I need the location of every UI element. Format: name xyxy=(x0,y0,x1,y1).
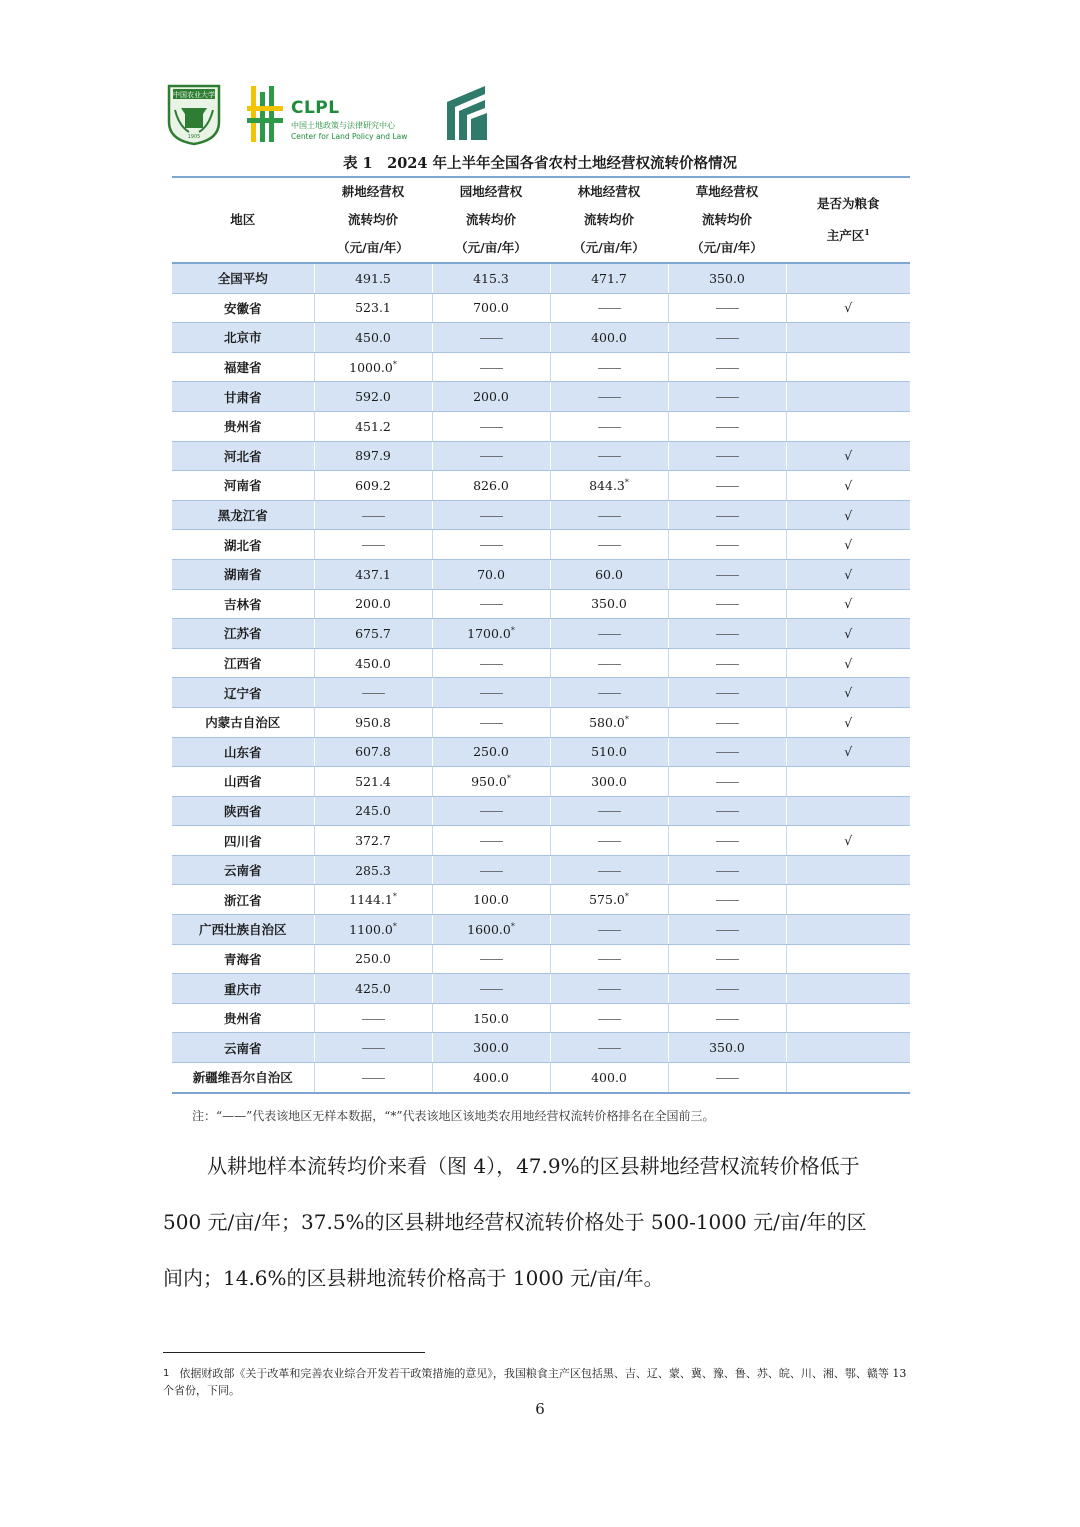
region-cell: 河南省 xyxy=(172,471,314,501)
svg-text:1905: 1905 xyxy=(187,134,201,140)
forest-price-cell: —— xyxy=(550,352,668,382)
garden-price-cell: 200.0 xyxy=(432,382,550,412)
svg-text:中国农业大学: 中国农业大学 xyxy=(173,91,215,99)
table-row xyxy=(172,737,910,767)
top-three-marker: * xyxy=(392,921,397,931)
garden-price-cell: —— xyxy=(432,530,550,560)
header-logos xyxy=(165,78,525,148)
header-grain-area: 是否为粮食 主产区$^1$ xyxy=(786,177,910,263)
footnote-number: 1 xyxy=(163,1368,170,1379)
farmland-price-cell: 1000.0* xyxy=(314,352,432,382)
garden-price-cell: —— xyxy=(432,944,550,974)
grass-price-cell: —— xyxy=(668,648,786,678)
grain-area-cell xyxy=(786,944,910,974)
farmland-price-cell: —— xyxy=(314,530,432,560)
forest-price-cell: —— xyxy=(550,441,668,471)
forest-price-cell: 60.0 xyxy=(550,559,668,589)
farmland-price-cell: 521.4 xyxy=(314,767,432,797)
farmland-price-cell: 450.0 xyxy=(314,648,432,678)
grass-price-cell: —— xyxy=(668,441,786,471)
garden-price-cell: 150.0 xyxy=(432,1003,550,1033)
grain-area-cell xyxy=(786,411,910,441)
forest-price-cell: —— xyxy=(550,796,668,826)
forest-price-cell: 350.0 xyxy=(550,589,668,619)
footnote-divider xyxy=(163,1352,425,1353)
header-forest: 林地经营权 流转均价 （元/亩/年） xyxy=(550,177,668,263)
farmland-price-cell: —— xyxy=(314,500,432,530)
grain-area-cell xyxy=(786,767,910,797)
grass-price-cell: —— xyxy=(668,885,786,915)
garden-price-cell: —— xyxy=(432,500,550,530)
price-table xyxy=(172,176,910,1094)
table-row xyxy=(172,589,910,619)
table-row xyxy=(172,885,910,915)
top-three-marker: * xyxy=(624,714,629,724)
garden-price-cell: 250.0 xyxy=(432,737,550,767)
table-row xyxy=(172,441,910,471)
grass-price-cell: 350.0 xyxy=(668,1033,786,1063)
region-cell: 云南省 xyxy=(172,1033,314,1063)
farmland-price-cell: 950.8 xyxy=(314,707,432,737)
garden-price-cell: —— xyxy=(432,441,550,471)
region-cell: 山西省 xyxy=(172,767,314,797)
table-row xyxy=(172,559,910,589)
farmland-price-cell: —— xyxy=(314,1063,432,1093)
grain-area-cell: √ xyxy=(786,559,910,589)
region-cell: 贵州省 xyxy=(172,1003,314,1033)
region-cell: 贵州省 xyxy=(172,411,314,441)
forest-price-cell: —— xyxy=(550,411,668,441)
grain-area-cell: √ xyxy=(786,441,910,471)
region-cell: 云南省 xyxy=(172,855,314,885)
farmland-price-cell: 450.0 xyxy=(314,323,432,353)
region-cell: 四川省 xyxy=(172,826,314,856)
grain-area-cell: √ xyxy=(786,530,910,560)
table-row xyxy=(172,263,910,293)
garden-price-cell: —— xyxy=(432,411,550,441)
grass-price-cell: 350.0 xyxy=(668,263,786,293)
grass-price-cell: —— xyxy=(668,855,786,885)
forest-price-cell: 510.0 xyxy=(550,737,668,767)
clpl-name: CLPL xyxy=(291,98,340,118)
header-farmland: 耕地经营权 流转均价 （元/亩/年） xyxy=(314,177,432,263)
table-row xyxy=(172,293,910,323)
region-cell: 内蒙古自治区 xyxy=(172,707,314,737)
header-region: 地区 xyxy=(172,177,314,263)
grain-area-cell xyxy=(786,796,910,826)
table-title: 表 1 2024 年上半年全国各省农村土地经营权流转价格情况 xyxy=(342,155,738,172)
forest-price-cell: 300.0 xyxy=(550,767,668,797)
table-row xyxy=(172,1063,910,1093)
grain-area-cell: √ xyxy=(786,737,910,767)
garden-price-cell: 1600.0* xyxy=(432,915,550,945)
forest-price-cell: —— xyxy=(550,1003,668,1033)
forest-price-cell: —— xyxy=(550,648,668,678)
table-row xyxy=(172,767,910,797)
region-cell: 河北省 xyxy=(172,441,314,471)
region-cell: 黑龙江省 xyxy=(172,500,314,530)
region-cell: 全国平均 xyxy=(172,263,314,293)
grass-price-cell: —— xyxy=(668,559,786,589)
forest-price-cell: —— xyxy=(550,619,668,649)
grass-price-cell: —— xyxy=(668,915,786,945)
header-garden: 园地经营权 流转均价 （元/亩/年） xyxy=(432,177,550,263)
table-row xyxy=(172,944,910,974)
grass-price-cell: —— xyxy=(668,293,786,323)
table-row xyxy=(172,382,910,412)
forest-price-cell: —— xyxy=(550,382,668,412)
farmland-price-cell: 675.7 xyxy=(314,619,432,649)
region-cell: 山东省 xyxy=(172,737,314,767)
grain-area-cell xyxy=(786,1063,910,1093)
forest-price-cell: —— xyxy=(550,855,668,885)
garden-price-cell: 1700.0* xyxy=(432,619,550,649)
farmland-price-cell: —— xyxy=(314,1033,432,1063)
garden-price-cell: 415.3 xyxy=(432,263,550,293)
clpl-logo xyxy=(247,82,427,146)
garden-price-cell: —— xyxy=(432,855,550,885)
forest-price-cell: —— xyxy=(550,944,668,974)
grain-area-cell xyxy=(786,915,910,945)
farmland-price-cell: 897.9 xyxy=(314,441,432,471)
university-seal-logo xyxy=(165,82,223,146)
footnote-text: 依据财政部《关于改革和完善农业综合开发若干政策措施的意见》，我国粮食主产区包括黑、吉、辽、蒙、冀、豫、鲁、苏、皖、川、湘、鄂、赣等 13 个省份，下同。 xyxy=(163,1367,907,1397)
farmland-price-cell: 437.1 xyxy=(314,559,432,589)
garden-price-cell: 400.0 xyxy=(432,1063,550,1093)
table-row xyxy=(172,323,910,353)
grass-price-cell: —— xyxy=(668,352,786,382)
table-row xyxy=(172,678,910,708)
table-body xyxy=(172,263,910,1093)
farmland-price-cell: 451.2 xyxy=(314,411,432,441)
clpl-mark-icon xyxy=(247,82,287,146)
body-line: 500 元/亩/年；37.5%的区县耕地经营权流转价格处于 500-1000 元/亩/年的区 xyxy=(163,1210,867,1234)
grass-price-cell: —— xyxy=(668,767,786,797)
top-three-marker: * xyxy=(624,892,629,902)
forest-price-cell: —— xyxy=(550,678,668,708)
forest-price-cell: 575.0* xyxy=(550,885,668,915)
grain-area-cell xyxy=(786,263,910,293)
clpl-chinese-name: 中国土地政策与法律研究中心 xyxy=(291,121,395,130)
forest-price-cell: —— xyxy=(550,974,668,1004)
institute-logo xyxy=(445,84,491,142)
clpl-english-name: Center for Land Policy and Law xyxy=(291,132,408,141)
table-row xyxy=(172,915,910,945)
region-cell: 浙江省 xyxy=(172,885,314,915)
farmland-price-cell: 200.0 xyxy=(314,589,432,619)
grass-price-cell: —— xyxy=(668,678,786,708)
table-row xyxy=(172,1003,910,1033)
grain-area-cell: √ xyxy=(786,648,910,678)
grass-price-cell: —— xyxy=(668,323,786,353)
grain-area-cell: √ xyxy=(786,293,910,323)
region-cell: 湖南省 xyxy=(172,559,314,589)
grass-price-cell: —— xyxy=(668,707,786,737)
garden-price-cell: 700.0 xyxy=(432,293,550,323)
farmland-price-cell: —— xyxy=(314,678,432,708)
region-cell: 新疆维吾尔自治区 xyxy=(172,1063,314,1093)
table-header-row xyxy=(172,177,910,263)
forest-price-cell: 400.0 xyxy=(550,323,668,353)
grass-price-cell: —— xyxy=(668,589,786,619)
header-grass: 草地经营权 流转均价 （元/亩/年） xyxy=(668,177,786,263)
region-cell: 江西省 xyxy=(172,648,314,678)
grain-area-cell xyxy=(786,885,910,915)
grain-area-cell xyxy=(786,382,910,412)
region-cell: 辽宁省 xyxy=(172,678,314,708)
table-row xyxy=(172,826,910,856)
table-row xyxy=(172,619,910,649)
farmland-price-cell: 372.7 xyxy=(314,826,432,856)
garden-price-cell: —— xyxy=(432,678,550,708)
garden-price-cell: —— xyxy=(432,648,550,678)
grass-price-cell: —— xyxy=(668,530,786,560)
region-cell: 安徽省 xyxy=(172,293,314,323)
table-row xyxy=(172,471,910,501)
table-row xyxy=(172,500,910,530)
grass-price-cell: —— xyxy=(668,471,786,501)
grass-price-cell: —— xyxy=(668,737,786,767)
grain-area-cell: √ xyxy=(786,471,910,501)
top-three-marker: * xyxy=(624,477,629,487)
region-cell: 江苏省 xyxy=(172,619,314,649)
farmland-price-cell: —— xyxy=(314,1003,432,1033)
forest-price-cell: 471.7 xyxy=(550,263,668,293)
table-row xyxy=(172,707,910,737)
region-cell: 陕西省 xyxy=(172,796,314,826)
farmland-price-cell: 250.0 xyxy=(314,944,432,974)
grain-area-cell: √ xyxy=(786,589,910,619)
grain-area-cell xyxy=(786,1003,910,1033)
top-three-marker: * xyxy=(392,359,397,369)
table-row xyxy=(172,974,910,1004)
garden-price-cell: 826.0 xyxy=(432,471,550,501)
garden-price-cell: —— xyxy=(432,352,550,382)
garden-price-cell: 100.0 xyxy=(432,885,550,915)
region-cell: 吉林省 xyxy=(172,589,314,619)
grain-area-cell xyxy=(786,974,910,1004)
forest-price-cell: —— xyxy=(550,915,668,945)
farmland-price-cell: 425.0 xyxy=(314,974,432,1004)
grass-price-cell: —— xyxy=(668,796,786,826)
top-three-marker: * xyxy=(392,892,397,902)
table-note: 注：“——”代表该地区无样本数据，“*”代表该地区该地类农用地经营权流转价格排名在全国前三。 xyxy=(192,1109,715,1123)
table-row xyxy=(172,352,910,382)
forest-price-cell: 844.3* xyxy=(550,471,668,501)
region-cell: 广西壮族自治区 xyxy=(172,915,314,945)
region-cell: 重庆市 xyxy=(172,974,314,1004)
top-three-marker: * xyxy=(506,773,511,783)
top-three-marker: * xyxy=(510,625,515,635)
forest-price-cell: 580.0* xyxy=(550,707,668,737)
forest-price-cell: —— xyxy=(550,500,668,530)
grass-price-cell: —— xyxy=(668,382,786,412)
farmland-price-cell: 607.8 xyxy=(314,737,432,767)
grass-price-cell: —— xyxy=(668,411,786,441)
region-cell: 甘肃省 xyxy=(172,382,314,412)
forest-price-cell: —— xyxy=(550,1033,668,1063)
forest-price-cell: —— xyxy=(550,530,668,560)
grain-area-cell xyxy=(786,1033,910,1063)
table-row xyxy=(172,796,910,826)
grain-area-cell: √ xyxy=(786,678,910,708)
farmland-price-cell: 592.0 xyxy=(314,382,432,412)
forest-price-cell: —— xyxy=(550,826,668,856)
body-paragraph xyxy=(163,1138,923,1306)
grass-price-cell: —— xyxy=(668,944,786,974)
grain-area-cell xyxy=(786,855,910,885)
garden-price-cell: —— xyxy=(432,826,550,856)
grass-price-cell: —— xyxy=(668,619,786,649)
garden-price-cell: —— xyxy=(432,707,550,737)
grass-price-cell: —— xyxy=(668,500,786,530)
forest-price-cell: 400.0 xyxy=(550,1063,668,1093)
region-cell: 北京市 xyxy=(172,323,314,353)
grain-area-cell xyxy=(786,323,910,353)
garden-price-cell: 300.0 xyxy=(432,1033,550,1063)
region-cell: 湖北省 xyxy=(172,530,314,560)
garden-price-cell: —— xyxy=(432,796,550,826)
body-line: 间内；14.6%的区县耕地流转价格高于 1000 元/亩/年。 xyxy=(163,1266,664,1290)
farmland-price-cell: 285.3 xyxy=(314,855,432,885)
garden-price-cell: 950.0* xyxy=(432,767,550,797)
table-row xyxy=(172,411,910,441)
farmland-price-cell: 523.1 xyxy=(314,293,432,323)
region-cell: 福建省 xyxy=(172,352,314,382)
body-line: 从耕地样本流转均价来看（图 4），47.9%的区县耕地经营权流转价格低于 xyxy=(207,1154,860,1178)
table-row xyxy=(172,530,910,560)
garden-price-cell: —— xyxy=(432,974,550,1004)
region-cell: 青海省 xyxy=(172,944,314,974)
grain-area-cell: √ xyxy=(786,500,910,530)
grain-area-cell: √ xyxy=(786,707,910,737)
grass-price-cell: —— xyxy=(668,974,786,1004)
garden-price-cell: 70.0 xyxy=(432,559,550,589)
grass-price-cell: —— xyxy=(668,1003,786,1033)
farmland-price-cell: 1100.0* xyxy=(314,915,432,945)
grain-area-cell: √ xyxy=(786,826,910,856)
garden-price-cell: —— xyxy=(432,589,550,619)
farmland-price-cell: 491.5 xyxy=(314,263,432,293)
garden-price-cell: —— xyxy=(432,323,550,353)
table-row xyxy=(172,648,910,678)
page-number: 6 xyxy=(535,1400,545,1418)
table-row xyxy=(172,1033,910,1063)
top-three-marker: * xyxy=(510,921,515,931)
farmland-price-cell: 1144.1* xyxy=(314,885,432,915)
footnote xyxy=(163,1365,908,1399)
grass-price-cell: —— xyxy=(668,826,786,856)
farmland-price-cell: 609.2 xyxy=(314,471,432,501)
grain-area-cell xyxy=(786,352,910,382)
forest-price-cell: —— xyxy=(550,293,668,323)
farmland-price-cell: 245.0 xyxy=(314,796,432,826)
grain-area-cell: √ xyxy=(786,619,910,649)
grass-price-cell: —— xyxy=(668,1063,786,1093)
table-row xyxy=(172,855,910,885)
